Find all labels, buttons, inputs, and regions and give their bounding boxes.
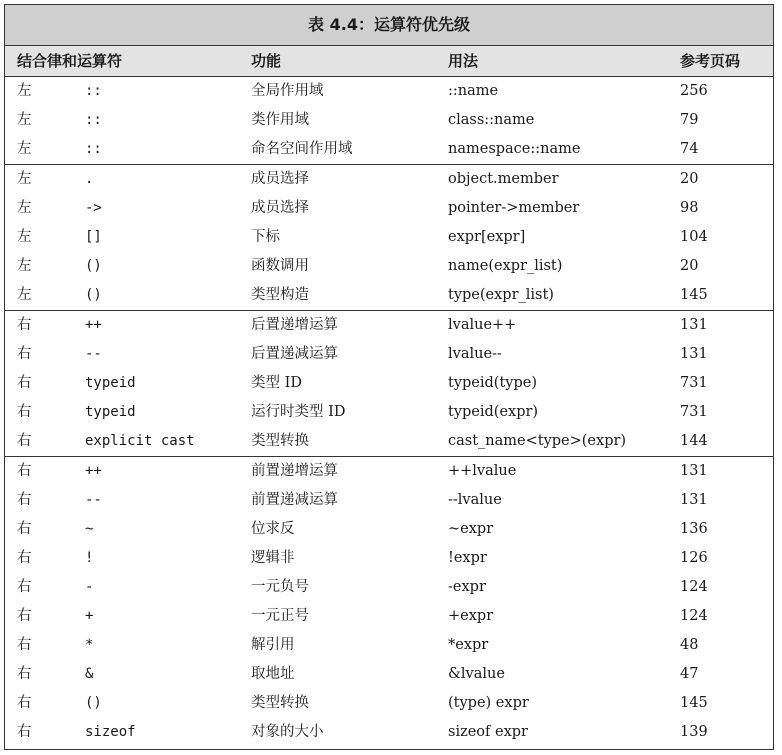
page-cell: 124: [680, 579, 708, 595]
associativity-cell: 右: [17, 433, 32, 449]
page-cell: 145: [680, 695, 708, 711]
table-row: [5, 223, 773, 252]
associativity-cell: 左: [17, 171, 32, 187]
function-cell: 类型 ID: [251, 375, 302, 391]
table-row: [5, 457, 773, 486]
operator-cell: --: [85, 346, 102, 362]
table-header: [5, 46, 773, 77]
function-cell: 前置递增运算: [251, 463, 338, 479]
function-cell: 类型转换: [251, 433, 309, 449]
table-row: [5, 281, 773, 310]
associativity-cell: 右: [17, 579, 32, 595]
operator-cell: &: [85, 666, 94, 682]
operator-cell: (): [85, 258, 102, 274]
table-row: [5, 165, 773, 194]
table-row: [5, 340, 773, 369]
function-cell: 类型转换: [251, 695, 309, 711]
table-row: [5, 718, 773, 747]
usage-cell: pointer->member: [448, 200, 580, 216]
table-row: [5, 544, 773, 573]
operator-cell: ++: [85, 317, 102, 333]
operator-group: [5, 77, 773, 165]
usage-cell: typeid(expr): [448, 404, 539, 420]
page-cell: 731: [680, 375, 708, 391]
usage-cell: namespace::name: [448, 141, 581, 157]
associativity-cell: 左: [17, 83, 32, 99]
page-cell: 98: [680, 200, 699, 216]
page-cell: 79: [680, 112, 699, 128]
page-cell: 20: [680, 258, 699, 274]
table-row: [5, 427, 773, 456]
usage-cell: cast_name<type>(expr): [448, 433, 627, 449]
operator-cell: -: [85, 579, 94, 595]
table-row: [5, 369, 773, 398]
usage-cell: object.member: [448, 171, 559, 187]
associativity-cell: 左: [17, 141, 32, 157]
page-cell: 136: [680, 521, 708, 537]
usage-cell: +expr: [448, 608, 494, 624]
operator-group: [5, 311, 773, 457]
usage-cell: sizeof expr: [448, 724, 528, 740]
page-cell: 131: [680, 346, 708, 362]
operator-cell: (): [85, 695, 102, 711]
operator-cell: typeid: [85, 375, 136, 391]
function-cell: 对象的大小: [251, 724, 324, 740]
function-cell: 类型构造: [251, 287, 309, 303]
page-cell: 74: [680, 141, 699, 157]
function-cell: 全局作用域: [251, 83, 324, 99]
table-row: [5, 573, 773, 602]
usage-cell: name(expr_list): [448, 258, 563, 274]
associativity-cell: 左: [17, 287, 32, 303]
function-cell: 一元正号: [251, 608, 309, 624]
associativity-cell: 右: [17, 608, 32, 624]
function-cell: 一元负号: [251, 579, 309, 595]
operator-cell: explicit cast: [85, 433, 195, 449]
header-usage: 用法: [448, 52, 479, 70]
function-cell: 位求反: [251, 521, 295, 537]
table-row: [5, 135, 773, 164]
function-cell: 解引用: [251, 637, 295, 653]
table-title: 表 4.4：运算符优先级: [5, 5, 773, 46]
function-cell: 前置递减运算: [251, 492, 338, 508]
operator-precedence-table: [4, 4, 774, 750]
associativity-cell: 左: [17, 112, 32, 128]
page-cell: 256: [680, 83, 708, 99]
operator-cell: ~: [85, 521, 94, 537]
page-cell: 131: [680, 317, 708, 333]
associativity-cell: 右: [17, 375, 32, 391]
usage-cell: (type) expr: [448, 695, 529, 711]
usage-cell: ~expr: [448, 521, 494, 537]
function-cell: 命名空间作用域: [251, 141, 353, 157]
header-function: 功能: [251, 52, 282, 70]
page-cell: 145: [680, 287, 708, 303]
operator-cell: []: [85, 229, 102, 245]
associativity-cell: 左: [17, 229, 32, 245]
page-cell: 139: [680, 724, 708, 740]
usage-cell: -expr: [448, 579, 486, 595]
header-associativity: 结合律和运算符: [17, 52, 123, 70]
associativity-cell: 右: [17, 666, 32, 682]
associativity-cell: 右: [17, 550, 32, 566]
operator-cell: ::: [85, 141, 102, 157]
usage-cell: *expr: [448, 637, 489, 653]
operator-cell: ++: [85, 463, 102, 479]
page-cell: 731: [680, 404, 708, 420]
operator-cell: !: [85, 550, 94, 566]
associativity-cell: 左: [17, 200, 32, 216]
table-row: [5, 602, 773, 631]
usage-cell: lvalue--: [448, 346, 502, 362]
function-cell: 取地址: [251, 666, 295, 682]
table-row: [5, 106, 773, 135]
table-row: [5, 631, 773, 660]
page-cell: 48: [680, 637, 699, 653]
usage-cell: ++lvalue: [448, 463, 517, 479]
table-row: [5, 252, 773, 281]
operator-group: [5, 457, 773, 747]
function-cell: 后置递减运算: [251, 346, 338, 362]
table-row: [5, 515, 773, 544]
header-page: 参考页码: [680, 52, 741, 70]
function-cell: 成员选择: [251, 171, 309, 187]
page-cell: 47: [680, 666, 699, 682]
operator-cell: .: [85, 171, 94, 187]
table-row: [5, 689, 773, 718]
operator-cell: typeid: [85, 404, 136, 420]
operator-cell: sizeof: [85, 724, 136, 740]
operator-cell: *: [85, 637, 94, 653]
associativity-cell: 右: [17, 724, 32, 740]
associativity-cell: 右: [17, 404, 32, 420]
function-cell: 类作用域: [251, 112, 309, 128]
function-cell: 下标: [251, 229, 280, 245]
table-row: [5, 398, 773, 427]
usage-cell: type(expr_list): [448, 287, 554, 303]
associativity-cell: 右: [17, 637, 32, 653]
associativity-cell: 右: [17, 463, 32, 479]
table-row: [5, 77, 773, 106]
table-row: [5, 311, 773, 340]
operator-cell: +: [85, 608, 94, 624]
page-cell: 20: [680, 171, 699, 187]
table-row: [5, 486, 773, 515]
function-cell: 函数调用: [251, 258, 309, 274]
associativity-cell: 右: [17, 695, 32, 711]
function-cell: 成员选择: [251, 200, 309, 216]
table-row: [5, 194, 773, 223]
usage-cell: typeid(type): [448, 375, 537, 391]
associativity-cell: 右: [17, 346, 32, 362]
page-cell: 131: [680, 463, 708, 479]
usage-cell: &lvalue: [448, 666, 505, 682]
table-body: [5, 77, 773, 747]
associativity-cell: 左: [17, 258, 32, 274]
function-cell: 逻辑非: [251, 550, 295, 566]
operator-cell: ->: [85, 200, 102, 216]
operator-group: [5, 165, 773, 311]
table-row: [5, 660, 773, 689]
associativity-cell: 右: [17, 521, 32, 537]
page-cell: 126: [680, 550, 708, 566]
usage-cell: expr[expr]: [448, 229, 526, 245]
operator-cell: --: [85, 492, 102, 508]
page-cell: 131: [680, 492, 708, 508]
usage-cell: lvalue++: [448, 317, 517, 333]
associativity-cell: 右: [17, 492, 32, 508]
usage-cell: --lvalue: [448, 492, 502, 508]
operator-cell: (): [85, 287, 102, 303]
function-cell: 后置递增运算: [251, 317, 338, 333]
associativity-cell: 右: [17, 317, 32, 333]
function-cell: 运行时类型 ID: [251, 404, 346, 420]
usage-cell: ::name: [448, 83, 499, 99]
operator-cell: ::: [85, 112, 102, 128]
page-cell: 104: [680, 229, 708, 245]
usage-cell: !expr: [448, 550, 487, 566]
operator-cell: ::: [85, 83, 102, 99]
usage-cell: class::name: [448, 112, 535, 128]
page-cell: 124: [680, 608, 708, 624]
page-cell: 144: [680, 433, 708, 449]
